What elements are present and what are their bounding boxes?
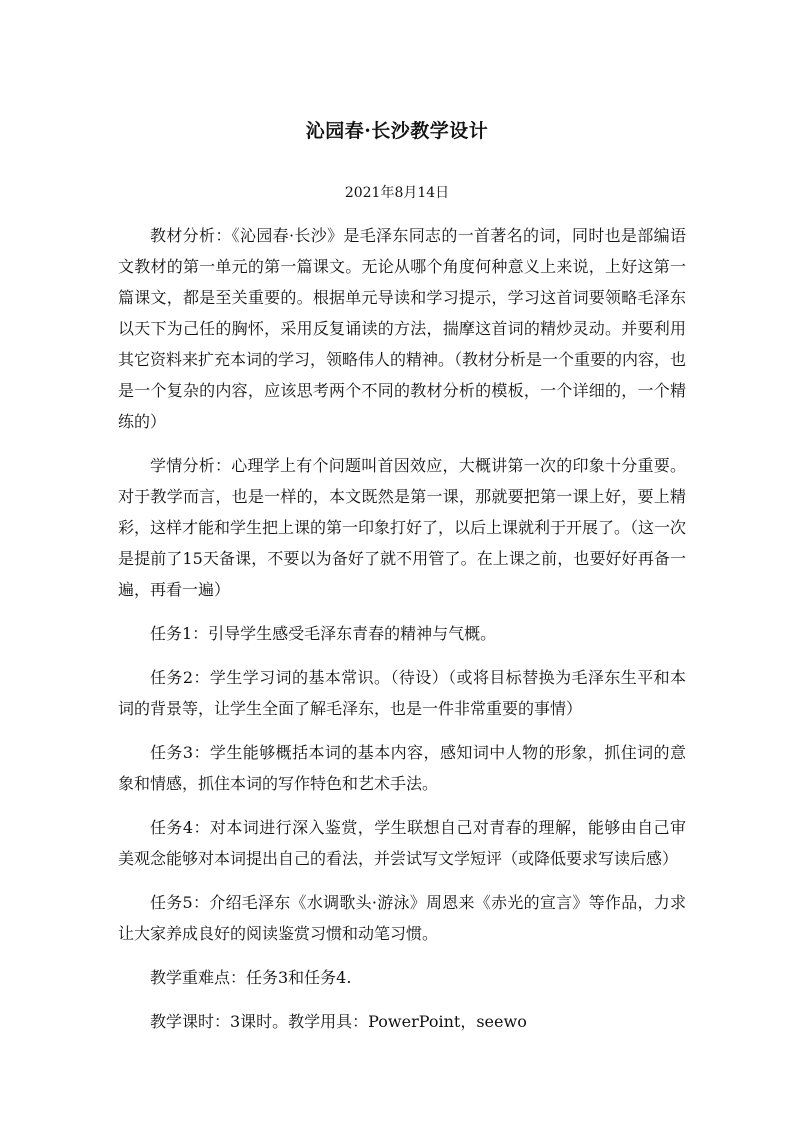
paragraph-student-analysis: 学情分析：心理学上有个问题叫首因效应，大概讲第一次的印象十分重要。对于教学而言，也是一样的，本文既然是第一课，那就要把第一课上好，要上精彩，这样才能和学生把上课的第一印象打好了，以后上课就利于开展了。（这一次是提前了15天备课，不要以为备好了就不用管了。在上课之前，也要好好再备一遍，再看一遍）: [118, 456, 687, 599]
paragraph-task-3: 任务3：学生能够概括本词的基本内容，感知词中人物的形象，抓住词的意象和情感，抓住本词的写作特色和艺术手法。: [118, 743, 686, 793]
paragraph-task-4: 任务4：对本词进行深入鉴赏，学生联想自己对青春的理解，能够由自己审美观念能够对本词提出自己的看法，并尝试写文学短评（或降低要求写读后感）: [118, 818, 686, 868]
paragraph-textbook-analysis: 教材分析：《沁园春·长沙》是毛泽东同志的一首著名的词，同时也是部编语文教材的第一单元的第一篇课文。无论从哪个角度何种意义上来说，上好这第一篇课文，都是至关重要的。根据单元导读和学习提示，学习这首词要领略毛泽东以天下为己任的胸怀，采用反复诵读的方法，揣摩这首词的精炒灵动。并要利用其它资料来扩充本词的学习，领略伟人的精神。（教材分析是一个重要的内容，也是一个复杂的内容，应该思考两个不同的教材分析的模板，一个详细的，一个精练的）: [118, 226, 687, 431]
document-date: 2021年8月14日: [344, 185, 450, 201]
paragraph-key-points: 教学重难点：任务3和任务4.: [150, 968, 352, 987]
paragraph-task-1: 任务1：引导学生感受毛泽东青春的精神与气概。: [150, 624, 497, 643]
paragraph-class-hours: 教学课时：3课时。教学用具：PowerPoint，seewo: [150, 1012, 527, 1031]
page-title: 沁园春·长沙教学设计: [305, 120, 489, 142]
paragraph-task-5: 任务5：介绍毛泽东《水调歌头·游泳》周恩来《赤光的宣言》等作品，力求让大家养成良好的阅读鉴赏习惯和动笔习惯。: [118, 893, 686, 943]
document-body: [118, 220, 686, 1050]
paragraph-task-2: 任务2：学生学习词的基本常识。（待设）（或将目标替换为毛泽东生平和本词的背景等，让学生全面了解毛泽东，也是一件非常重要的事情）: [118, 668, 686, 718]
